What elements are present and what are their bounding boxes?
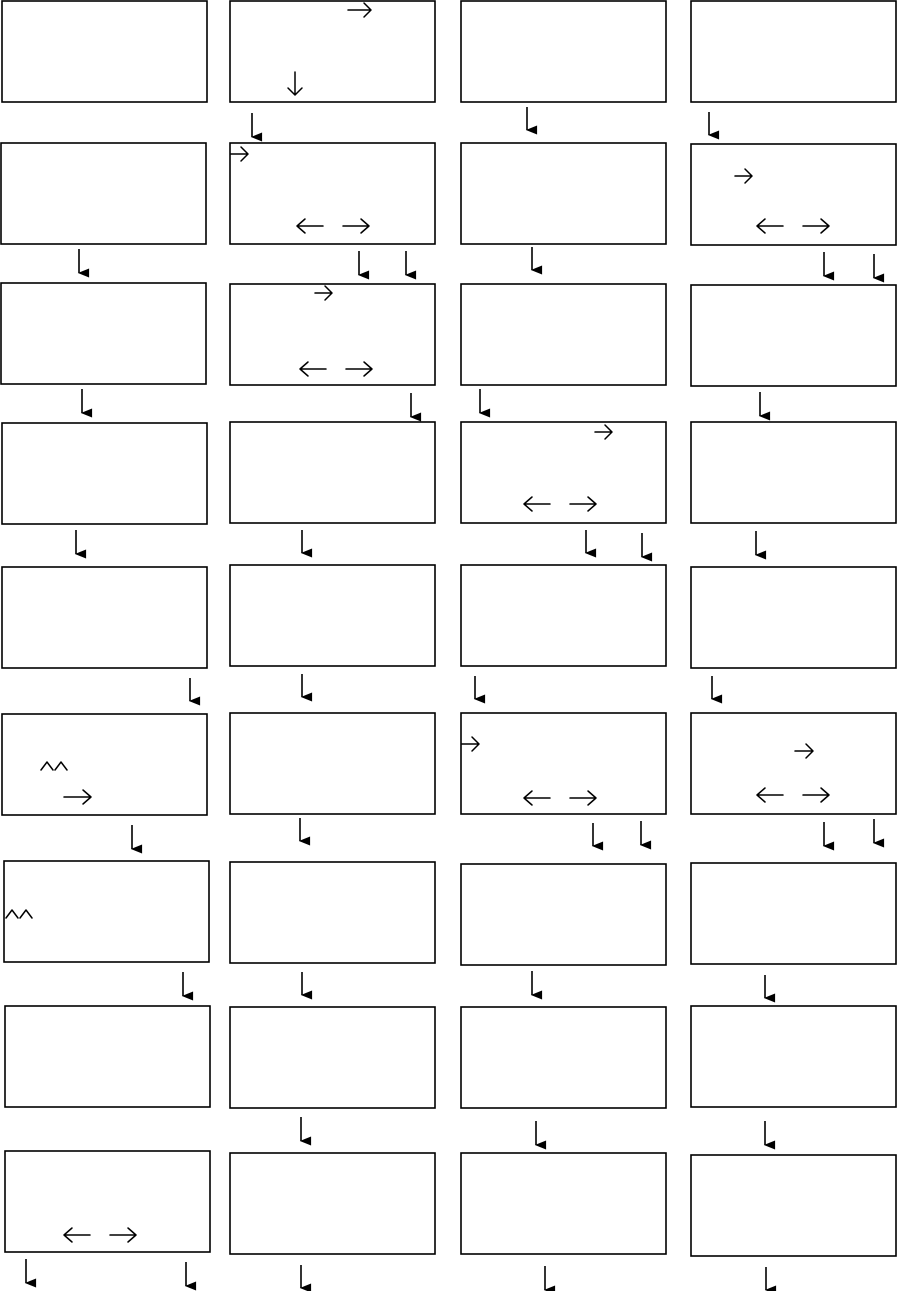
panel-r3-c2 [230,284,435,385]
panel-r8-c1 [5,1006,210,1107]
panel-r5-c2 [230,565,435,666]
pointer-down-icon [288,72,302,95]
panel-r2-c2 [230,143,435,244]
panel-r2-c4 [691,144,896,245]
arrow-right-icon [110,1228,136,1242]
panel-r8-c3 [461,1007,666,1108]
arrow-right-icon [795,744,813,758]
panel-r8-c4 [691,1006,896,1107]
arrow-right-icon [231,147,248,161]
arrow-left-icon [300,362,326,376]
arrow-left-icon [757,788,783,802]
arrow-left-icon [64,1228,90,1242]
panel-r6-c3 [461,713,666,814]
arrow-right-icon [346,362,372,376]
panel-r7-c3 [461,864,666,965]
panel-r6-c1 [2,714,207,815]
arrow-right-icon [570,497,596,511]
panel-r6-c2 [230,713,435,814]
panel-r6-c4 [691,713,896,814]
arrow-right-icon [570,791,596,805]
arrow-right-icon [595,425,612,439]
panel-r5-c3 [461,565,666,666]
arrow-right-icon [315,286,332,300]
arrow-right-icon [343,219,369,233]
panel-r2-c1 [1,143,206,244]
caret-icon [6,910,32,918]
panel-r7-c4 [691,863,896,964]
panel-r9-c2 [230,1153,435,1254]
arrow-right-icon [735,169,752,183]
arrow-left-icon [524,791,550,805]
panel-r5-c4 [691,567,896,668]
arrow-left-icon [524,497,550,511]
panel-r4-c3 [461,422,666,523]
panel-r9-c4 [691,1155,896,1256]
panel-r3-c3 [461,284,666,385]
panel-r3-c1 [1,283,206,384]
panel-r1-c2 [230,1,435,102]
arrow-right-icon [64,790,91,804]
arrow-left-icon [757,219,783,233]
panel-r7-c1 [4,861,209,962]
arrow-right-icon [348,3,371,17]
panel-r8-c2 [230,1007,435,1108]
panel-r5-c1 [2,567,207,668]
panel-r7-c2 [230,862,435,963]
panel-r1-c1 [2,1,207,102]
panel-r3-c4 [691,285,896,386]
panel-r4-c2 [230,422,435,523]
panel-r4-c4 [691,422,896,523]
arrow-left-icon [297,219,323,233]
panel-r4-c1 [2,423,207,524]
panel-r9-c1 [5,1151,210,1252]
panel-r9-c3 [461,1153,666,1254]
panel-r2-c3 [461,143,666,244]
arrow-right-icon [803,219,829,233]
panel-r1-c3 [461,1,666,102]
arrow-right-icon [803,788,829,802]
caret-icon [41,762,67,770]
arrow-right-icon [462,737,479,751]
panel-r1-c4 [691,1,896,102]
